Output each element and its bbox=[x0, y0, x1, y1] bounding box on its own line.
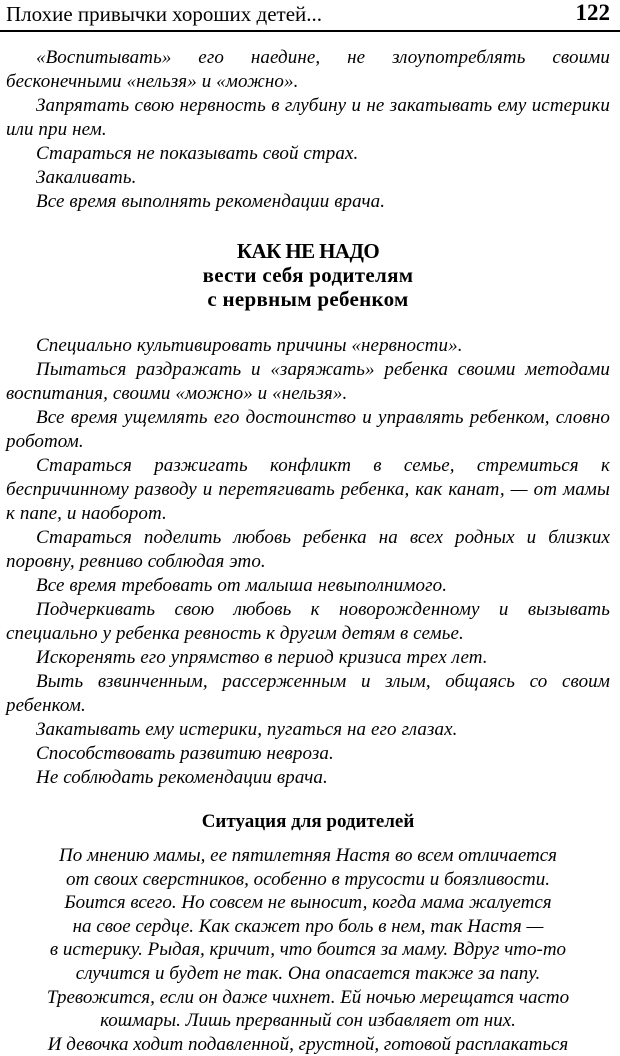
page-number: 122 bbox=[575, 0, 610, 25]
situation-story bbox=[6, 844, 610, 1056]
dont-item: Способствовать развитию невроза. bbox=[36, 743, 334, 764]
intro-item: Закаливать. bbox=[36, 167, 137, 188]
dont-list bbox=[6, 334, 610, 790]
story-line: И девочка ходит подавленной, грустной, готовой расплакаться bbox=[47, 1033, 569, 1055]
dont-item: Подчеркивать свою любовь к новорожденному и вызывать специально у ребенка ревность к другим детям в семье. bbox=[6, 599, 610, 644]
intro-list bbox=[6, 46, 610, 214]
dont-item: Стараться разжигать конфликт в семье, стремиться к беспричинному разводу и перетягивать ребенка, как канат, — от мамы к папе, и наоборот. bbox=[6, 455, 610, 524]
dont-item: Закатывать ему истерики, пугаться на его глазах. bbox=[36, 719, 458, 740]
intro-item: Стараться не показывать свой страх. bbox=[36, 143, 359, 164]
intro-item: «Воспитывать» его наедине, не злоупотреблять своими бесконечными «нельзя» и «можно». bbox=[6, 47, 610, 92]
dont-item: Выть взвинченным, рассерженным и злым, общаясь со своим ребенком. bbox=[6, 671, 610, 716]
dont-item: Искоренять его упрямство в период кризиса трех лет. bbox=[36, 647, 488, 668]
intro-item: Все время выполнять рекомендации врача. bbox=[36, 191, 386, 212]
dont-item: Все время требовать от малыша невыполнимого. bbox=[36, 575, 448, 596]
dont-item: Пытаться раздражать и «заряжать» ребенка своими методами воспитания, своими «можно» и «нельзя». bbox=[6, 359, 610, 404]
section-heading-line: вести себя родителям bbox=[202, 263, 414, 287]
dont-item: Все время ущемлять его достоинство и управлять ребенком, словно роботом. bbox=[6, 407, 610, 452]
story-line: в истерику. Рыдая, кричит, что боится за маму. Вдруг что-то bbox=[49, 939, 567, 961]
intro-item: Запрятать свою нервность в глубину и не закатывать ему истерики или при нем. bbox=[6, 95, 610, 140]
book-title: Плохие привычки хороших детей... bbox=[6, 2, 323, 26]
story-line: на свое сердце. Как скажет про боль в нем, так Настя — bbox=[72, 915, 544, 937]
story-line: Боится всего. Но совсем не выносит, когда мама жалуется bbox=[64, 892, 552, 914]
story-line: Тревожится, если он даже чихнет. Ей ночью мерещатся часто bbox=[46, 986, 570, 1008]
story-line: кошмары. Лишь прерванный сон избавляет от них. bbox=[100, 1010, 516, 1032]
dont-item: Стараться поделить любовь ребенка на всех родных и близких поровну, ревниво соблюдая это. bbox=[6, 527, 610, 572]
section-heading-line: КАК НЕ НАДО bbox=[236, 239, 380, 263]
story-line: случится и будет не так. Она опасается также за папу. bbox=[75, 962, 541, 984]
section-heading bbox=[6, 239, 610, 311]
header-rule bbox=[0, 30, 620, 32]
running-header bbox=[6, 0, 610, 30]
section-heading-line: с нервным ребенком bbox=[207, 287, 409, 311]
story-line: По мнению мамы, ее пятилетняя Настя во всем отличается bbox=[58, 845, 557, 866]
dont-item: Специально культивировать причины «нервности». bbox=[36, 335, 463, 356]
situation-heading: Ситуация для родителей bbox=[201, 811, 415, 832]
story-line: от своих сверстников, особенно в трусости и боязливости. bbox=[65, 868, 551, 890]
page-body bbox=[6, 46, 610, 1056]
dont-item: Не соблюдать рекомендации врача. bbox=[36, 767, 328, 788]
